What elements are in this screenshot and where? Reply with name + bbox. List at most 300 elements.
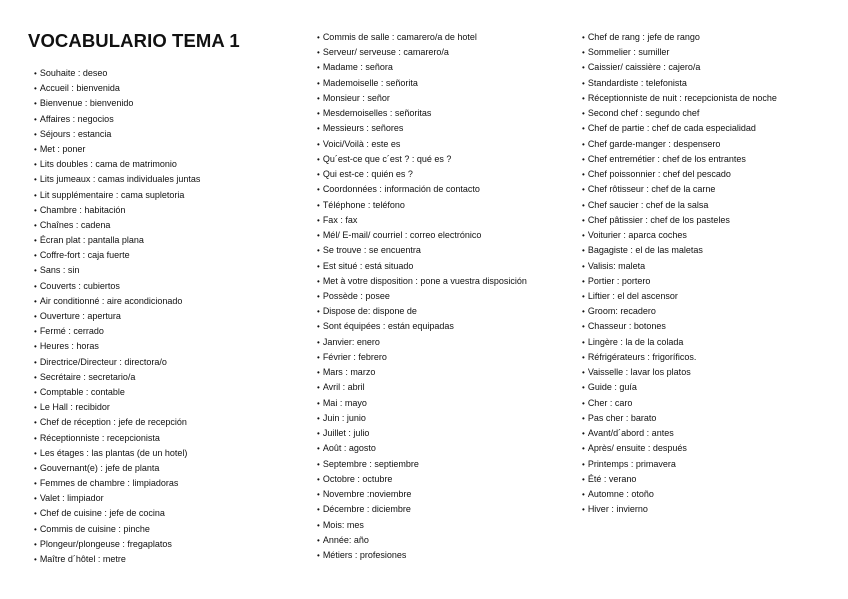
vocab-text: Commis de cuisine : pinche xyxy=(39,523,150,534)
vocab-item xyxy=(582,319,777,334)
bullet-icon: • xyxy=(582,368,585,378)
vocab-text: Avril : abril xyxy=(322,382,365,393)
vocab-text: Chef de réception : jefe de recepción xyxy=(39,417,187,428)
bullet-icon: • xyxy=(582,337,585,347)
bullet-icon: • xyxy=(582,170,585,180)
vocab-text: Chaînes : cadena xyxy=(39,219,111,230)
vocab-text: Maître d´hôtel : metre xyxy=(39,554,126,564)
vocab-text: Réceptionniste : recepcionista xyxy=(39,432,160,443)
vocab-text: Lingère : la de la colada xyxy=(587,336,684,347)
bullet-icon: • xyxy=(317,474,320,484)
bullet-icon: • xyxy=(317,352,320,362)
bullet-icon: • xyxy=(317,48,320,58)
vocab-text: Directrice/Directeur : directora/o xyxy=(39,356,167,367)
bullet-icon: • xyxy=(582,291,585,301)
vocab-item xyxy=(582,152,777,167)
bullet-icon: • xyxy=(317,78,320,88)
bullet-icon: • xyxy=(317,322,320,332)
bullet-icon: • xyxy=(582,124,585,134)
vocab-item xyxy=(317,487,527,502)
vocab-text: Coordonnées : información de contacto xyxy=(322,184,480,195)
vocab-text: Téléphone : teléfono xyxy=(322,199,405,210)
vocab-item xyxy=(34,446,200,461)
vocab-text: Possède : posee xyxy=(322,290,390,301)
vocab-text: Mars : marzo xyxy=(322,367,376,378)
vocab-item xyxy=(34,279,200,294)
bullet-icon: • xyxy=(34,175,37,185)
vocab-text: Année: año xyxy=(322,534,369,545)
bullet-icon: • xyxy=(34,99,37,109)
bullet-icon: • xyxy=(317,124,320,134)
vocab-text: Voici/Voilà : este es xyxy=(322,138,401,149)
vocab-text: Bagagiste : el de las maletas xyxy=(587,245,703,256)
bullet-icon: • xyxy=(34,251,37,261)
vocab-item xyxy=(317,304,527,319)
vocab-item xyxy=(317,350,527,365)
vocab-item xyxy=(34,81,200,96)
vocab-item xyxy=(34,491,200,506)
vocab-item xyxy=(317,228,527,243)
vocab-item xyxy=(34,203,200,218)
vocab-item xyxy=(317,472,527,487)
vocab-text: Août : agosto xyxy=(322,443,376,454)
bullet-icon: • xyxy=(582,185,585,195)
vocab-item xyxy=(582,502,777,517)
vocab-text: Chef garde-manger : despensero xyxy=(587,138,721,149)
vocab-item xyxy=(34,400,200,415)
vocab-item xyxy=(317,137,527,152)
vocab-item xyxy=(582,106,777,121)
vocab-text: Mois: mes xyxy=(322,519,364,530)
vocab-text: Lits doubles : cama de matrimonio xyxy=(39,159,177,170)
bullet-icon: • xyxy=(582,444,585,454)
bullet-icon: • xyxy=(34,281,37,291)
bullet-icon: • xyxy=(582,352,585,362)
vocab-item xyxy=(34,339,200,354)
bullet-icon: • xyxy=(34,160,37,170)
bullet-icon: • xyxy=(582,154,585,164)
vocab-item xyxy=(34,355,200,370)
vocab-item xyxy=(34,431,200,446)
vocab-text: Mesdemoiselles : señoritas xyxy=(322,108,432,119)
bullet-icon: • xyxy=(582,383,585,393)
bullet-icon: • xyxy=(34,494,37,504)
vocab-item xyxy=(34,96,200,111)
vocab-item xyxy=(317,60,527,75)
vocab-text: Après/ ensuite : después xyxy=(587,443,687,454)
bullet-icon: • xyxy=(34,69,37,78)
vocab-column-3 xyxy=(582,30,777,518)
vocab-text: Femmes de chambre : limpiadoras xyxy=(39,478,179,489)
vocab-text: Hiver : invierno xyxy=(587,504,648,515)
vocab-text: Chef pâtissier : chef de los pasteles xyxy=(587,214,730,225)
vocab-item xyxy=(317,457,527,472)
vocab-text: Été : verano xyxy=(587,473,637,484)
vocab-item xyxy=(317,319,527,334)
vocab-item xyxy=(317,518,527,533)
vocab-item xyxy=(34,172,200,187)
bullet-icon: • xyxy=(34,357,37,367)
vocab-text: Le Hall : recibidor xyxy=(39,402,110,413)
vocab-text: Chef poissonnier : chef del pescado xyxy=(587,169,731,180)
vocab-item xyxy=(582,213,777,228)
vocab-item xyxy=(317,182,527,197)
vocab-item xyxy=(34,415,200,430)
vocab-item xyxy=(34,522,200,537)
bullet-icon: • xyxy=(34,418,37,428)
vocab-text: Dispose de: dispone de xyxy=(322,306,417,317)
bullet-icon: • xyxy=(582,109,585,119)
vocab-item xyxy=(582,137,777,152)
vocab-text: Juin : junio xyxy=(322,412,366,423)
bullet-icon: • xyxy=(582,459,585,469)
bullet-icon: • xyxy=(34,144,37,154)
vocab-text: Chef entremétier : chef de los entrantes xyxy=(587,153,746,164)
bullet-icon: • xyxy=(582,276,585,286)
vocab-text: Chef rôtisseur : chef de la carne xyxy=(587,184,716,195)
vocab-text: Accueil : bienvenida xyxy=(39,83,120,94)
bullet-icon: • xyxy=(317,490,320,500)
vocab-text: Réceptionniste de nuit : recepcionista de noche xyxy=(587,92,777,103)
vocab-text: Coffre-fort : caja fuerte xyxy=(39,250,130,261)
vocab-column-1 xyxy=(34,66,200,567)
vocab-text: Qui est-ce : quién es ? xyxy=(322,169,413,180)
vocab-text: Air conditionné : aire acondicionado xyxy=(39,295,183,306)
bullet-icon: • xyxy=(317,185,320,195)
vocab-item xyxy=(582,335,777,350)
vocab-text: Chef de rang : jefe de rango xyxy=(587,32,700,42)
vocab-text: Pas cher : barato xyxy=(587,412,657,423)
bullet-icon: • xyxy=(317,444,320,454)
vocab-item xyxy=(317,289,527,304)
vocab-text: Chambre : habitación xyxy=(39,204,126,215)
vocab-item xyxy=(582,91,777,106)
vocab-text: Printemps : primavera xyxy=(587,458,676,469)
vocab-text: Mai : mayo xyxy=(322,397,367,408)
vocab-item xyxy=(34,112,200,127)
bullet-icon: • xyxy=(317,459,320,469)
bullet-icon: • xyxy=(582,322,585,332)
bullet-icon: • xyxy=(582,307,585,317)
vocab-item xyxy=(34,218,200,233)
vocab-text: Voiturier : aparca coches xyxy=(587,230,687,241)
bullet-icon: • xyxy=(34,84,37,94)
vocab-item xyxy=(34,385,200,400)
vocab-text: Juillet : julio xyxy=(322,428,370,439)
bullet-icon: • xyxy=(317,154,320,164)
vocab-text: Met à votre disposition : pone a vuestra disposición xyxy=(322,275,527,286)
bullet-icon: • xyxy=(317,398,320,408)
vocab-text: Cher : caro xyxy=(587,397,633,408)
vocab-item xyxy=(582,274,777,289)
bullet-icon: • xyxy=(34,327,37,337)
bullet-icon: • xyxy=(317,63,320,73)
bullet-icon: • xyxy=(317,520,320,530)
vocab-item xyxy=(582,441,777,456)
vocab-item xyxy=(34,127,200,142)
vocab-text: Liftier : el del ascensor xyxy=(587,290,678,301)
bullet-icon: • xyxy=(34,448,37,458)
vocab-item xyxy=(317,76,527,91)
vocab-text: Chef de cuisine : jefe de cocina xyxy=(39,508,165,519)
vocab-item xyxy=(317,213,527,228)
vocab-text: Ouverture : apertura xyxy=(39,311,121,321)
vocab-item xyxy=(317,243,527,258)
vocab-text: Comptable : contable xyxy=(39,386,125,397)
bullet-icon: • xyxy=(34,266,37,276)
vocab-item xyxy=(34,461,200,476)
vocab-text: Chasseur : botones xyxy=(587,321,666,332)
bullet-icon: • xyxy=(582,398,585,408)
vocab-item xyxy=(34,142,200,157)
bullet-icon: • xyxy=(317,261,320,271)
bullet-icon: • xyxy=(317,413,320,423)
vocab-text: Février : febrero xyxy=(322,351,387,362)
vocab-text: Novembre :noviembre xyxy=(322,489,412,500)
vocab-item xyxy=(317,365,527,380)
vocab-text: Sans : sin xyxy=(39,265,80,276)
vocab-text: Chef de partie : chef de cada especialidad xyxy=(587,123,756,134)
vocab-item xyxy=(582,121,777,136)
bullet-icon: • xyxy=(34,433,37,443)
vocab-text: Automne : otoño xyxy=(587,489,654,500)
vocab-item xyxy=(582,350,777,365)
vocab-text: Valisis: maleta xyxy=(587,260,646,271)
bullet-icon: • xyxy=(34,220,37,230)
vocab-text: Serveur/ serveuse : camarero/a xyxy=(322,47,449,58)
bullet-icon: • xyxy=(582,429,585,439)
vocab-text: Sont équipées : están equipadas xyxy=(322,321,454,332)
bullet-icon: • xyxy=(34,312,37,321)
vocab-item xyxy=(317,548,527,563)
vocab-item xyxy=(317,380,527,395)
vocab-item xyxy=(317,441,527,456)
vocab-text: Mademoiselle : señorita xyxy=(322,77,418,88)
vocab-item xyxy=(34,476,200,491)
vocab-text: Écran plat : pantalla plana xyxy=(39,235,144,246)
vocab-item xyxy=(582,198,777,213)
vocab-text: Sommelier : sumiller xyxy=(587,47,670,58)
bullet-icon: • xyxy=(317,109,320,119)
bullet-icon: • xyxy=(34,463,37,473)
vocab-text: Se trouve : se encuentra xyxy=(322,245,421,256)
vocab-text: Métiers : profesiones xyxy=(322,549,407,560)
bullet-icon: • xyxy=(582,246,585,256)
bullet-icon: • xyxy=(582,215,585,225)
vocab-text: Décembre : diciembre xyxy=(322,504,411,515)
bullet-icon: • xyxy=(317,535,320,545)
bullet-icon: • xyxy=(34,296,37,306)
vocab-text: Chef saucier : chef de la salsa xyxy=(587,199,709,210)
page-title: VOCABULARIO TEMA 1 xyxy=(28,30,240,51)
vocab-text: Second chef : segundo chef xyxy=(587,108,700,119)
vocab-text: Est situé : está situado xyxy=(322,260,414,271)
vocab-text: Secrétaire : secretario/a xyxy=(39,371,136,382)
vocab-item xyxy=(34,157,200,172)
vocab-item xyxy=(582,45,777,60)
vocab-item xyxy=(582,304,777,319)
bullet-icon: • xyxy=(582,413,585,423)
vocab-text: Standardiste : telefonista xyxy=(587,77,687,88)
bullet-icon: • xyxy=(34,509,37,519)
bullet-icon: • xyxy=(317,307,320,317)
bullet-icon: • xyxy=(317,505,320,515)
vocab-item xyxy=(317,426,527,441)
bullet-icon: • xyxy=(582,474,585,484)
vocab-item xyxy=(34,552,200,567)
vocab-text: Fermé : cerrado xyxy=(39,326,104,337)
bullet-icon: • xyxy=(317,383,320,393)
vocab-text: Commis de salle : camarero/a de hotel xyxy=(322,32,477,42)
bullet-icon: • xyxy=(34,524,37,534)
bullet-icon: • xyxy=(582,48,585,58)
vocab-text: Met : poner xyxy=(39,143,86,154)
vocab-text: Avant/d´abord : antes xyxy=(587,428,674,439)
vocab-text: Souhaite : deseo xyxy=(39,68,108,78)
vocab-text: Lit supplémentaire : cama supletoria xyxy=(39,189,185,200)
vocab-item xyxy=(34,263,200,278)
bullet-icon: • xyxy=(34,236,37,246)
vocab-item xyxy=(34,506,200,521)
bullet-icon: • xyxy=(582,139,585,149)
bullet-icon: • xyxy=(317,368,320,378)
vocab-text: Octobre : octubre xyxy=(322,473,393,484)
bullet-icon: • xyxy=(317,291,320,301)
vocab-text: Janvier: enero xyxy=(322,336,380,347)
bullet-icon: • xyxy=(317,200,320,210)
vocab-text: Valet : limpiador xyxy=(39,493,104,504)
bullet-icon: • xyxy=(582,78,585,88)
vocab-text: Fax : fax xyxy=(322,214,358,225)
vocab-column-2 xyxy=(317,30,527,563)
bullet-icon: • xyxy=(34,539,37,549)
vocab-item xyxy=(34,370,200,385)
vocab-item xyxy=(34,537,200,552)
bullet-icon: • xyxy=(34,342,37,352)
vocab-item xyxy=(582,76,777,91)
bullet-icon: • xyxy=(317,170,320,180)
vocab-item xyxy=(317,198,527,213)
vocab-item xyxy=(317,45,527,60)
vocab-text: Portier : portero xyxy=(587,275,651,286)
bullet-icon: • xyxy=(317,276,320,286)
vocab-item xyxy=(582,457,777,472)
vocab-item xyxy=(317,396,527,411)
vocab-text: Les étages : las plantas (de un hotel) xyxy=(39,447,188,458)
vocab-item xyxy=(582,365,777,380)
vocab-item xyxy=(34,294,200,309)
bullet-icon: • xyxy=(317,550,320,560)
bullet-icon: • xyxy=(34,555,37,564)
vocab-text: Séjours : estancia xyxy=(39,128,112,139)
vocab-item xyxy=(317,335,527,350)
bullet-icon: • xyxy=(317,93,320,103)
vocab-text: Lits jumeaux : camas individuales juntas xyxy=(39,174,201,185)
vocab-text: Messieurs : señores xyxy=(322,123,404,134)
vocab-item xyxy=(34,324,200,339)
vocab-item xyxy=(34,248,200,263)
vocab-text: Septembre : septiembre xyxy=(322,458,419,469)
bullet-icon: • xyxy=(34,114,37,124)
bullet-icon: • xyxy=(582,231,585,241)
vocab-text: Guide : guía xyxy=(587,382,637,393)
bullet-icon: • xyxy=(317,33,320,42)
vocab-item xyxy=(582,60,777,75)
bullet-icon: • xyxy=(582,63,585,73)
bullet-icon: • xyxy=(317,231,320,241)
bullet-icon: • xyxy=(34,372,37,382)
vocab-item xyxy=(317,30,527,45)
vocab-item xyxy=(582,259,777,274)
vocab-item xyxy=(317,121,527,136)
vocab-item xyxy=(34,233,200,248)
bullet-icon: • xyxy=(34,190,37,200)
vocab-item xyxy=(34,309,200,324)
vocab-item xyxy=(317,533,527,548)
vocab-item xyxy=(582,289,777,304)
vocab-item xyxy=(582,167,777,182)
vocab-item xyxy=(317,91,527,106)
vocab-item xyxy=(317,167,527,182)
vocab-text: Bienvenue : bienvenido xyxy=(39,98,134,109)
vocab-item xyxy=(582,396,777,411)
vocab-item xyxy=(582,30,777,45)
bullet-icon: • xyxy=(582,93,585,103)
vocab-item xyxy=(34,188,200,203)
vocab-item xyxy=(582,182,777,197)
vocab-item xyxy=(317,411,527,426)
vocab-text: Qu´est-ce que c´est ? : qué es ? xyxy=(322,153,452,164)
bullet-icon: • xyxy=(317,139,320,149)
bullet-icon: • xyxy=(34,205,37,215)
vocab-text: Affaires : negocios xyxy=(39,113,114,124)
bullet-icon: • xyxy=(34,129,37,139)
vocab-item xyxy=(582,472,777,487)
vocab-item xyxy=(34,66,200,81)
vocab-item xyxy=(317,106,527,121)
vocab-text: Vaisselle : lavar los platos xyxy=(587,367,691,378)
bullet-icon: • xyxy=(34,479,37,489)
vocab-text: Groom: recadero xyxy=(587,306,656,317)
vocab-item xyxy=(582,487,777,502)
bullet-icon: • xyxy=(317,215,320,225)
vocab-item xyxy=(317,259,527,274)
bullet-icon: • xyxy=(582,505,585,515)
bullet-icon: • xyxy=(34,403,37,413)
bullet-icon: • xyxy=(34,387,37,397)
vocab-text: Madame : señora xyxy=(322,62,393,73)
vocab-item xyxy=(582,228,777,243)
bullet-icon: • xyxy=(582,200,585,210)
vocab-text: Gouvernant(e) : jefe de planta xyxy=(39,462,160,473)
bullet-icon: • xyxy=(317,246,320,256)
bullet-icon: • xyxy=(582,261,585,271)
vocab-text: Monsieur : señor xyxy=(322,92,390,103)
bullet-icon: • xyxy=(582,490,585,500)
vocab-text: Réfrigérateurs : frigoríficos. xyxy=(587,351,697,362)
vocab-item xyxy=(582,243,777,258)
vocab-item xyxy=(317,152,527,167)
vocab-item xyxy=(582,380,777,395)
vocab-item xyxy=(317,274,527,289)
vocab-text: Heures : horas xyxy=(39,341,99,352)
vocab-item xyxy=(582,411,777,426)
bullet-icon: • xyxy=(317,337,320,347)
bullet-icon: • xyxy=(582,33,585,42)
vocab-text: Mél/ E-mail/ courriel : correo electrónico xyxy=(322,230,482,241)
vocab-text: Plongeur/plongeuse : fregaplatos xyxy=(39,538,172,549)
vocab-item xyxy=(317,502,527,517)
